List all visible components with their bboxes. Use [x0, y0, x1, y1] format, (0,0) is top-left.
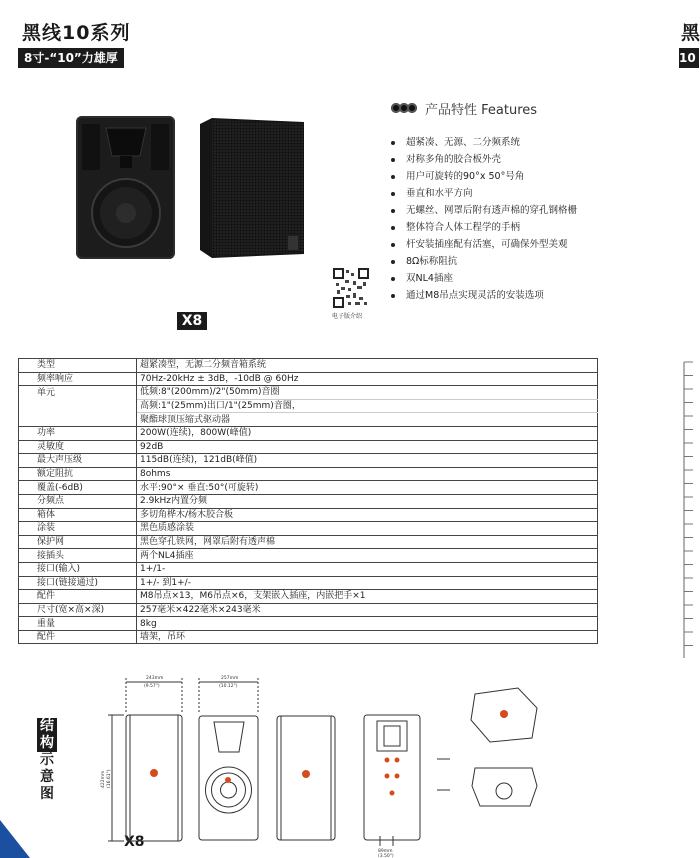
feature-item: 垂直和水平方向	[390, 185, 577, 202]
spec-value: 墙架，吊环	[137, 630, 598, 644]
dim-depth-label: 243mm	[146, 676, 164, 681]
corner-decoration	[0, 820, 30, 858]
feature-item: 用户可旋转的90°x 50°号角	[390, 168, 577, 185]
spec-row	[19, 359, 598, 373]
spec-key: 涂装	[19, 522, 137, 536]
spec-key: 配件	[19, 630, 137, 644]
spec-row	[19, 549, 598, 563]
features-dots-icon	[391, 103, 415, 113]
feature-list	[390, 134, 577, 304]
spec-value: 超紧凑型，无源二分频音箱系统	[137, 359, 598, 373]
spec-row	[19, 617, 598, 631]
spec-row	[19, 535, 598, 549]
feature-item: 杆安装插座配有活塞，可确保外型美观	[390, 236, 577, 253]
structure-label-char: 结	[37, 718, 57, 735]
spec-row	[19, 454, 598, 468]
spec-value: 黑色穿孔铁网，网罩后附有透声棉	[137, 535, 598, 549]
spec-key: 接插头	[19, 549, 137, 563]
spec-row	[19, 508, 598, 522]
spec-value: 92dB	[137, 440, 598, 454]
spec-key: 接口(输入)	[19, 562, 137, 576]
next-page-table-fragment	[683, 362, 693, 658]
spec-value: 257毫米×422毫米×243毫米	[137, 603, 598, 617]
dim-bottom-label: 89mm	[378, 849, 393, 854]
spec-value: 115dB(连续)，121dB(峰值)	[137, 454, 598, 468]
spec-value: 2.9kHz内置分频	[137, 494, 598, 508]
structure-label-char: 意	[40, 769, 54, 785]
dim-height-inch-label: (16.61")	[107, 769, 112, 788]
spec-key: 类型	[19, 359, 137, 373]
spec-key: 覆盖(-6dB)	[19, 481, 137, 495]
dim-bottom-inch-label: (3.50")	[378, 854, 394, 858]
qr-caption: 电子版介绍	[332, 313, 363, 320]
spec-row	[19, 576, 598, 590]
spec-row	[19, 372, 598, 386]
spec-row	[19, 603, 598, 617]
spec-value: 1+/- 到1+/-	[137, 576, 598, 590]
spec-value: 水平:90°× 垂直:50°(可旋转)	[137, 481, 598, 495]
spec-row	[19, 426, 598, 440]
features-title: 产品特性 Features	[425, 102, 538, 118]
spec-row	[19, 481, 598, 495]
spec-row	[19, 386, 598, 400]
spec-row	[19, 630, 598, 644]
spec-value: M8吊点×13，M6吊点×6，支架嵌入插座，内嵌把手×1	[137, 590, 598, 604]
structure-diagram-label	[37, 718, 57, 803]
spec-row	[19, 440, 598, 454]
spec-key: 箱体	[19, 508, 137, 522]
spec-row	[19, 413, 598, 427]
model-badge: X8	[177, 312, 207, 330]
dimension-drawings	[80, 668, 580, 858]
spec-key: 分频点	[19, 494, 137, 508]
feature-item: 无螺丝、网罩后附有透声棉的穿孔钢格栅	[390, 202, 577, 219]
features-header	[391, 100, 537, 116]
speaker-grille-image	[200, 118, 306, 258]
spec-key: 最大声压级	[19, 454, 137, 468]
spec-key: 配件	[19, 590, 137, 604]
spec-row	[19, 562, 598, 576]
feature-item: 对称多角的胶合板外壳	[390, 151, 577, 168]
spec-row	[19, 494, 598, 508]
feature-item: 双NL4插座	[390, 270, 577, 287]
spec-row	[19, 522, 598, 536]
structure-label-char: 构	[37, 735, 57, 752]
speaker-front-image	[76, 116, 175, 259]
spec-value: 8ohms	[137, 467, 598, 481]
spec-value: 200W(连续)，800W(峰值)	[137, 426, 598, 440]
feature-item: 通过M8吊点实现灵活的安装选项	[390, 287, 577, 304]
feature-item: 整体符合人体工程学的手柄	[390, 219, 577, 236]
dim-width-label: 257mm	[221, 676, 239, 681]
spec-key: 重量	[19, 617, 137, 631]
spec-value: 70Hz-20kHz ± 3dB，-10dB @ 60Hz	[137, 372, 598, 386]
next-page-title-fragment: 黑	[681, 22, 700, 44]
spec-table	[18, 358, 598, 644]
spec-key: 保护网	[19, 535, 137, 549]
dim-depth-inch-label: (9.57")	[144, 684, 160, 689]
spec-value: 黑色质感涂装	[137, 522, 598, 536]
spec-value: 1+/1-	[137, 562, 598, 576]
structure-model-label: X8	[124, 834, 145, 850]
spec-key: 单元	[19, 386, 137, 400]
spec-row	[19, 467, 598, 481]
spec-key: 功率	[19, 426, 137, 440]
spec-key: 额定阻抗	[19, 467, 137, 481]
feature-item: 8Ω标称阻抗	[390, 253, 577, 270]
structure-label-char: 图	[40, 786, 54, 802]
spec-value: 多切角桦木/杨木胶合板	[137, 508, 598, 522]
next-page-subtitle-fragment: 10	[679, 48, 699, 68]
spec-value: 两个NL4插座	[137, 549, 598, 563]
spec-key: 接口(链接通过)	[19, 576, 137, 590]
spec-key: 频率响应	[19, 372, 137, 386]
spec-row	[19, 590, 598, 604]
spec-key	[19, 399, 137, 413]
spec-key	[19, 413, 137, 427]
spec-row	[19, 399, 598, 413]
spec-value: 高频:1"(25mm)出口/1"(25mm)音圈，	[137, 399, 598, 413]
qr-code-image	[333, 268, 369, 308]
series-title: 黑线10系列	[22, 22, 131, 44]
spec-key: 灵敏度	[19, 440, 137, 454]
feature-item: 超紧凑、无源、二分频系统	[390, 134, 577, 151]
series-subtitle-banner: 8寸-“10”力雄厚	[18, 48, 124, 68]
dim-height-label: 422mm	[101, 770, 106, 788]
side-view-outline	[126, 715, 182, 841]
spec-key: 尺寸(宽×高×深)	[19, 603, 137, 617]
spec-value: 低频:8"(200mm)/2"(50mm)音圈	[137, 386, 598, 400]
spec-value: 聚酯球顶压缩式驱动器	[137, 413, 598, 427]
spec-value: 8kg	[137, 617, 598, 631]
structure-label-char: 示	[40, 752, 54, 768]
dim-width-inch-label: (10.12")	[219, 684, 238, 689]
